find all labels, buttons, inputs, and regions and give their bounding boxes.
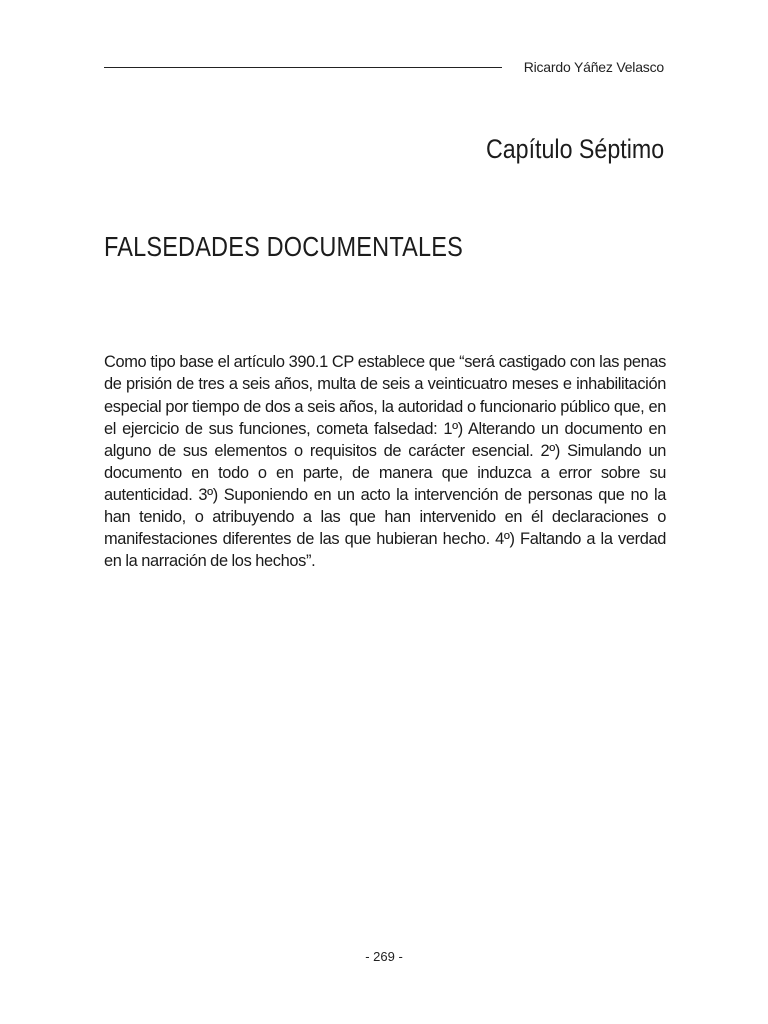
running-header-author: Ricardo Yáñez Velasco [523, 59, 664, 75]
chapter-title: Capítulo Séptimo [485, 134, 664, 164]
header-rule [104, 67, 502, 68]
section-title: FALSEDADES DOCUMENTALES [104, 231, 463, 262]
page-number: - 269 - [365, 949, 403, 964]
body-paragraph: Como tipo base el artículo 390.1 CP establece que “será castigado con las penas de prisión de tres a seis años, multa de seis a veinticuatro meses e inhabilitación especial por tiempo de dos a seis años, la autoridad o funcionario público que, en el ejercicio de sus funciones, cometa falsedad: 1º) Alterando un documento en alguno de sus elementos o requisitos de carácter esencial. 2º) Simulando un documento en todo o en parte, de manera que induzca a error sobre su autenticidad. 3º) Suponiendo en un acto la intervención de personas que no la han tenido, o atribuyendo a las que han intervenido en él declaraciones o manifestaciones diferentes de las que hubieran hecho. 4º) Faltando a la verdad en la narración de los hechos”. [104, 353, 666, 571]
